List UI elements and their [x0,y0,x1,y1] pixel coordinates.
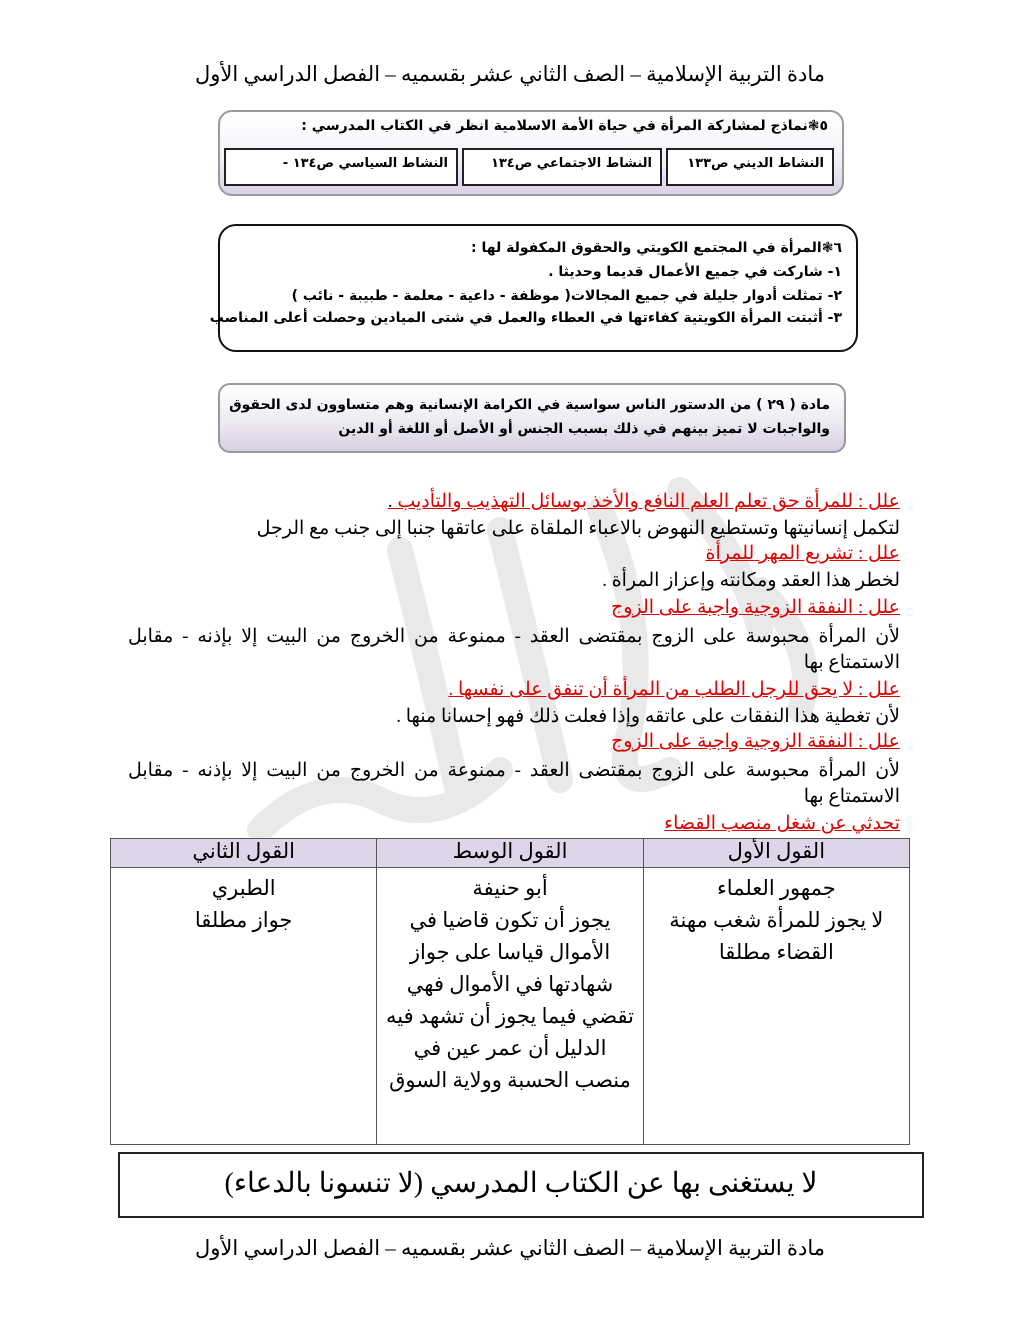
first-opinion-body: لا يجوز للمرأة شغب مهنة القضاء مطلقا [669,908,884,964]
judiciary-opinions-table [110,838,910,1145]
reason-answer-1: لتكمل إنسانيتها وتستطيع النهوض بالاعباء الملقاة على عاتقها جنبا إلى جنب مع الرجل [256,518,900,539]
middle-opinion-cell [377,868,643,1145]
kuwaiti-women-rights-box [209,224,858,352]
second-opinion-who: الطبري [211,876,276,900]
textbook-reminder-box: لا يستغنى بها عن الكتاب المدرسي (لا تنسونا بالدعاء) [118,1152,924,1218]
reason-answer-3: لأن المرأة محبوسة على الزوج بمقتضى العقد - ممنوعة من الخروج من البيت إلا بإذنه - مقابل الاستمتاع بها [128,626,900,673]
first-opinion-who: جمهور العلماء [716,876,836,900]
middle-opinion-body: يجوز أن تكون قاضيا في الأموال قياسا على جواز شهادتها في الأموال فهي تقضي فيما يجوز أن تشهد فيه [386,908,634,1028]
middle-opinion-evidence: الدليل أن عمر عين في منصب الحسبة وولاية السوق [389,1036,631,1092]
article-line-2: والواجبات لا تميز بينهم في ذلك بسبب الجنس أو الأصل أو اللغة أو الدين [338,421,830,437]
middle-opinion-who: أبو حنيفة [472,876,548,900]
second-opinion-header: القول الثاني [111,839,377,868]
reason-question-1 [388,490,900,513]
constitution-article-box [218,383,846,453]
reason-question-1-text: علل : للمرأة حق تعلم العلم النافع والأخذ بوسائل التهذيب والتأديب [397,491,900,512]
reason-question-2: علل : تشريع المهر للمرأة [705,543,900,564]
table-body-row [111,868,910,1145]
second-opinion-body: جواز مطلقا [194,908,293,932]
first-opinion-cell [643,868,909,1145]
reason-question-4: علل : لا يحق للرجل الطلب من المرأة أن تنفق على نفسها . [448,679,900,700]
women-participation-box [218,110,844,196]
rights-item-2: ٢- تمثلت أدوار جليلة في جميع المجالات( موظفة - داعية - معلمة - طبيبة - نائب ) [291,288,842,304]
rights-item-3: ٣- أثبتت المرأة الكويتية كفاءتها في العطاء والعمل في شتى الميادين وحصلت أعلى المناصب [209,310,842,326]
reason-answer-5: لأن المرأة محبوسة على الزوج بمقتضى العقد - ممنوعة من الخروج من البيت إلا بإذنه - مقابل الاستمتاع بها [128,760,900,807]
judiciary-heading: تحدثي عن شغل منصب القضاء [664,813,900,834]
rights-title: ٦❃المرأة في المجتمع الكويتي والحقوق المكفولة لها : [470,240,842,256]
middle-opinion-header: القول الوسط [377,839,643,868]
reason-question-3: علل : النفقة الزوجية واجبة على الزوج [611,597,900,618]
reason-answer-2: لخطر هذا العقد ومكانته وإعزاز المرأة . [602,570,900,591]
article-line-1: مادة ( ٢٩ ) من الدستور الناس سواسية في الكرامة الإنسانية وهم متساوون لدى الحقوق [229,397,830,413]
page-header: مادة التربية الإسلامية – الصف الثاني عشر بقسميه – الفصل الدراسي الأول [195,62,825,86]
reason-question-5: علل : النفقة الزوجية واجبة على الزوج [611,731,900,752]
first-opinion-header: القول الأول [643,839,909,868]
rights-item-1: ١- شاركت في جميع الأعمال قديما وحديثا . [548,264,842,280]
table-header-row [111,839,910,868]
reason-question-1-tail: . [387,491,398,512]
page-footer: مادة التربية الإسلامية – الصف الثاني عشر بقسميه – الفصل الدراسي الأول [195,1236,825,1260]
political-activity-cell: النشاط السياسي ص١٣٤ - [224,148,458,186]
women-participation-title: ٥❃نماذج لمشاركة المرأة في حياة الأمة الاسلامية انظر في الكتاب المدرسي : [301,118,828,134]
religious-activity-cell: النشاط الديني ص١٣٣ [666,148,834,186]
social-activity-cell: النشاط الاجتماعي ص١٣٤ [462,148,662,186]
second-opinion-cell [111,868,377,1145]
reason-answer-4: لأن تغطية هذا النفقات على عاتقه وإذا فعلت ذلك فهو إحسانا منها . [396,706,900,727]
